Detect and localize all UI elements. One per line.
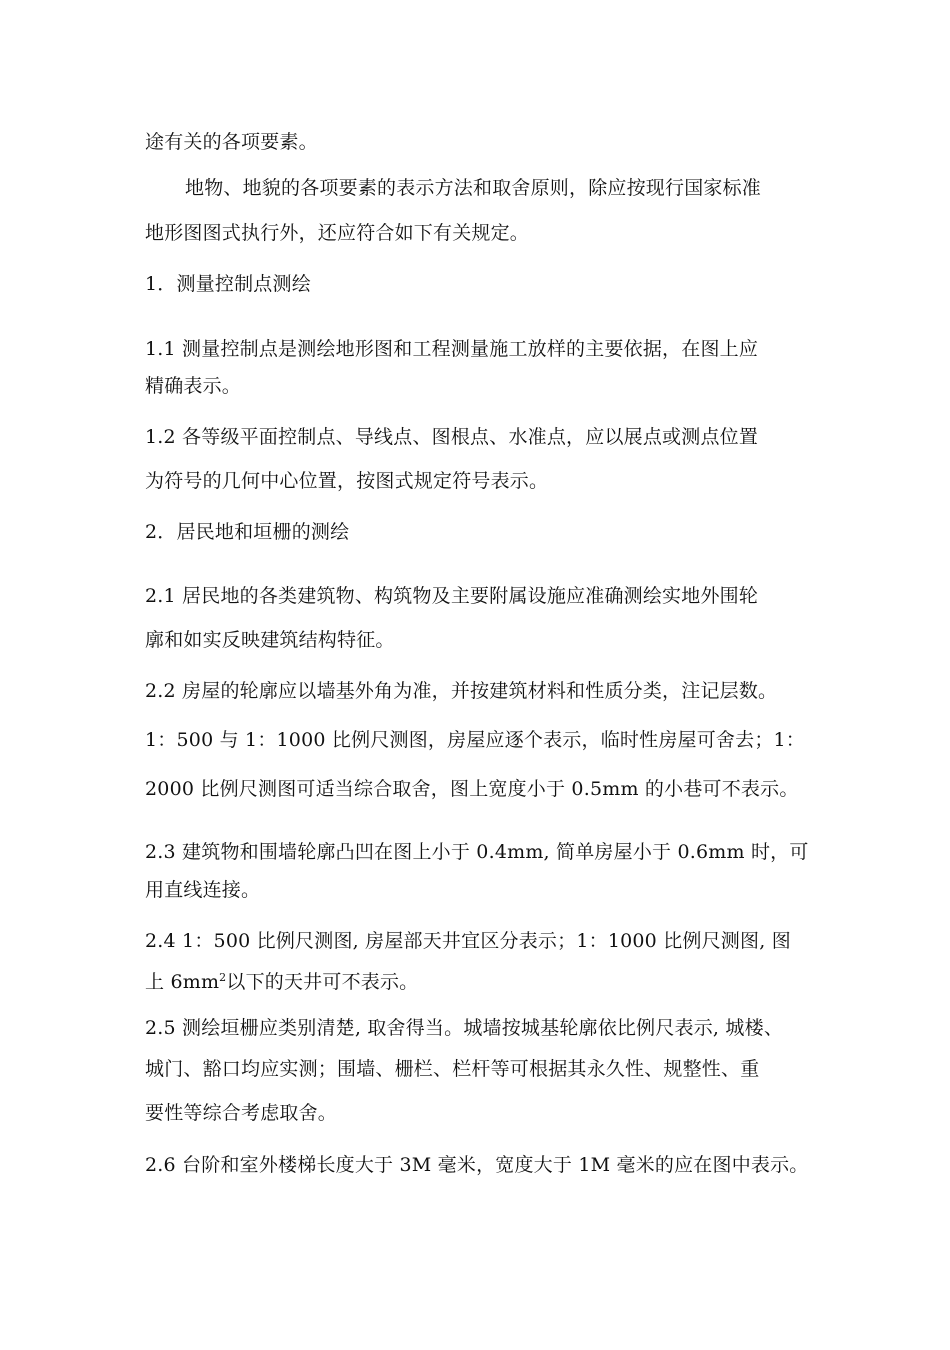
clause-2-4: 2.4 1：500 比例尺测图, 房屋部天井宜区分表示；1：1000 比例尺测图, 图 — [145, 930, 791, 952]
text-line-area — [145, 970, 418, 994]
text-line: 为符号的几何中心位置，按图式规定符号表示。 — [145, 470, 549, 492]
text-line: 廓和如实反映建筑结构特征。 — [145, 629, 395, 651]
text-line: 1：500 与 1：1000 比例尺测图，房屋应逐个表示，临时性房屋可舍去；1： — [145, 729, 806, 751]
text-line: 用直线连接。 — [145, 879, 261, 901]
section-heading-1: 1．测量控制点测绘 — [145, 273, 311, 295]
clause-1-2: 1.2 各等级平面控制点、导线点、图根点、水准点，应以展点或测点位置 — [145, 426, 759, 448]
clause-1-1: 1.1 测量控制点是测绘地形图和工程测量施工放样的主要依据，在图上应 — [145, 338, 759, 360]
clause-2-3: 2.3 建筑物和围墙轮廓凸凹在图上小于 0.4mm, 简单房屋小于 0.6mm 时，可 — [145, 841, 809, 863]
text-line: 城门、豁口均应实测；围墙、栅栏、栏杆等可根据其永久性、规整性、重 — [145, 1058, 760, 1080]
clause-2-6: 2.6 台阶和室外楼梯长度大于 3M 毫米，宽度大于 1M 毫米的应在图中表示。 — [145, 1154, 809, 1176]
text-line: 地形图图式执行外，还应符合如下有关规定。 — [145, 222, 530, 244]
text-line: 精确表示。 — [145, 375, 242, 397]
clause-2-1: 2.1 居民地的各类建筑物、构筑物及主要附属设施应准确测绘实地外围轮 — [145, 585, 759, 607]
clause-2-5: 2.5 测绘垣栅应类别清楚, 取舍得当。城墙按城基轮廓依比例尺表示, 城楼、 — [145, 1017, 784, 1039]
area-prefix: 上 6mm — [145, 971, 220, 993]
text-line: 要性等综合考虑取舍。 — [145, 1102, 338, 1124]
paragraph-first-line: 地物、地貌的各项要素的表示方法和取舍原则，除应按现行国家标准 — [185, 177, 762, 199]
clause-2-2: 2.2 房屋的轮廓应以墙基外角为准，并按建筑材料和性质分类，注记层数。 — [145, 680, 778, 702]
section-heading-2: 2．居民地和垣栅的测绘 — [145, 521, 350, 543]
area-rest: 以下的天井可不表示。 — [226, 971, 419, 993]
superscript: 2 — [219, 971, 227, 984]
text-line: 2000 比例尺测图可适当综合取舍，图上宽度小于 0.5mm 的小巷可不表示。 — [145, 778, 799, 800]
text-line: 途有关的各项要素。 — [145, 131, 318, 153]
